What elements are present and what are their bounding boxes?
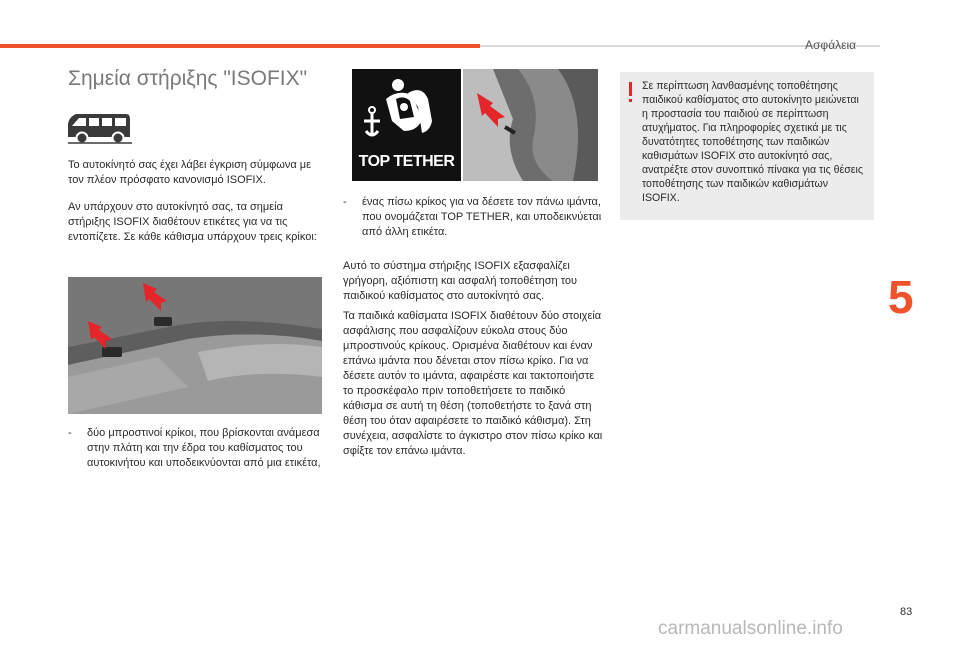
van-icon	[66, 110, 134, 146]
chapter-number: 5	[888, 271, 914, 323]
child-seat-anchor-icon	[352, 69, 461, 153]
top-tether-label-image	[352, 69, 461, 181]
page-title: Σημεία στήριξης "ISOFIX"	[68, 67, 308, 90]
rear-anchor-item: ένας πίσω κρίκος για να δέσετε τον πάνω ιμάντα, που ονομάζεται TOP TETHER, και υποδεικνύεται από άλλη ετικέτα.	[362, 196, 602, 238]
rear-seat-anchor-photo	[68, 277, 322, 414]
list-item	[343, 195, 605, 240]
installation-paragraph: Τα παιδικά καθίσματα ISOFIX διαθέτουν δύο στοιχεία ασφάλισης που ασφαλίζουν εύκολα στους δύο μπροστινούς κρίκους. Ορισμένα διαθέτουν και έναν επάνω ιμάντα που δένεται στον πίσω κρίκο. Για να δέσετε αυτόν το ιμάντα, αφαιρέστε και τακτοποιήστε το προσκέφαλο πριν τοποθετήσετε το παιδικό κάθισμα σε αυτή τη θέση (τοποθετήστε το ξανά στη θέση του όταν αφαιρέσετε το παιδικό κάθισμα). Στη συνέχεια, ασφαλίστε το άγκιστρο στον πίσω κρίκο και σφίξτε τον επάνω ιμάντα.	[343, 310, 603, 457]
watermark: carmanualsonline.info	[658, 618, 843, 639]
list-item	[68, 426, 333, 471]
section-title: Ασφάλεια	[805, 38, 857, 52]
top-tether-label: TOP TETHER	[358, 153, 455, 170]
rear-anchor-photo	[463, 69, 598, 181]
front-anchors-item: δύο μπροστινοί κρίκοι, που βρίσκονται ανάμεσα στην πλάτη και την έδρα του καθίσματος του αυτοκινήτου και υποδεικνύονται από μια ετικέτα,	[87, 427, 321, 469]
warning-text: Σε περίπτωση λανθασμένης τοποθέτησης παιδικού καθίσματος στο αυτοκίνητο μειώνεται η προστασία του παιδιού σε περίπτωση ατυχήματος. Για πληροφορίες σχετικά με τις δυνατότητες τοποθέτησης των παιδικών καθισμάτων ISOFIX στο αυτοκίνητό σας, ανατρέξτε στον συνοπτικό πίνακα για τις θέσεις τοποθέτησης των παιδικών καθισμάτων ISOFIX.	[642, 80, 863, 204]
warning-box	[620, 72, 874, 220]
bullet-dash: -	[343, 196, 347, 208]
bullet-dash: -	[68, 427, 72, 439]
anchor-points-paragraph: Αν υπάρχουν στο αυτοκίνητό σας, τα σημεία στήριξης ISOFIX διαθέτουν ετικέτες για να τις εντοπίζετε. Σε κάθε κάθισμα υπάρχουν τρεις κρίκοι:	[68, 201, 317, 243]
header-accent-bar	[0, 44, 480, 48]
intro-paragraph: Το αυτοκίνητό σας έχει λάβει έγκριση σύμφωνα με τον πλέον πρόσφατο κανονισμό ISOFIX.	[68, 159, 312, 186]
system-benefit-paragraph: Αυτό το σύστημα στήριξης ISOFIX εξασφαλίζει γρήγορη, αξιόπιστη και ασφαλή τοποθέτηση του παιδικού καθίσματος στο αυτοκίνητό σας.	[343, 260, 578, 302]
page-number: 83	[900, 606, 913, 618]
